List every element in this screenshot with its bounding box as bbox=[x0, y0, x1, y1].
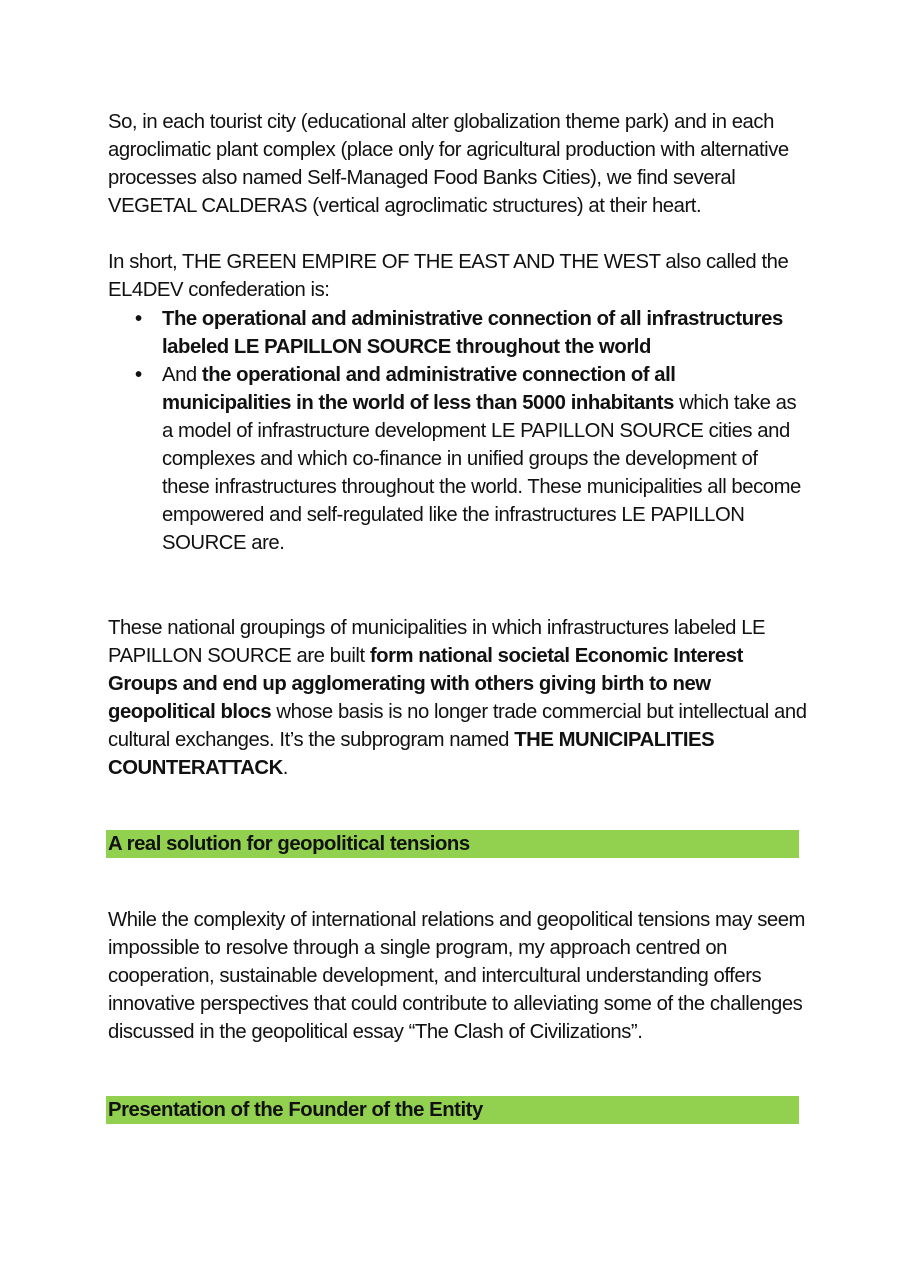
paragraph-tourist-city: So, in each tourist city (educational alter globalization theme park) and in each agroclimatic plant complex (place only for agricultural production with alternative processes also named Self-Managed Food Banks Cities), we find several VEGETAL CALDERAS (vertical agroclimatic structures) at their heart. bbox=[108, 111, 789, 217]
section-heading-geopolitical: A real solution for geopolitical tensions bbox=[106, 830, 799, 858]
section-heading-founder: Presentation of the Founder of the Entity bbox=[106, 1096, 799, 1124]
confederation-bullet-list bbox=[108, 305, 808, 557]
groupings-text-a: These national groupings of municipalities in which infrastructures labeled LE PAPILLON SOURCE are built bbox=[108, 617, 766, 667]
bullet-text-prefix: And bbox=[162, 364, 202, 386]
bullet-item-municipalities bbox=[108, 361, 808, 557]
groupings-subprogram-name: THE MUNICIPALITIES COUNTERATTACK bbox=[108, 729, 715, 779]
groupings-text-end: . bbox=[282, 757, 288, 779]
bullet-text-infrastructures: The operational and administrative connection of all infrastructures labeled LE PAPILLON SOURCE throughout the world bbox=[162, 308, 783, 358]
paragraph-green-empire: In short, THE GREEN EMPIRE OF THE EAST AND THE WEST also called the EL4DEV confederation is: bbox=[108, 251, 789, 301]
bullet-icon: • bbox=[135, 364, 142, 386]
groupings-text-bold: form national societal Economic Interest Groups and end up agglomerating with others giving birth to new geopolitical blocs bbox=[108, 645, 743, 723]
groupings-text-c: whose basis is no longer trade commercial but intellectual and cultural exchanges. It’s the subprogram named bbox=[108, 701, 807, 751]
bullet-text-bold: the operational and administrative connection of all municipalities in the world of less than 5000 inhabitants bbox=[162, 364, 676, 414]
bullet-item-infrastructures bbox=[108, 305, 808, 361]
bullet-icon: • bbox=[135, 308, 142, 330]
paragraph-complexity: While the complexity of international relations and geopolitical tensions may seem impossible to resolve through a single program, my approach centred on cooperation, sustainable development, and intercultural understanding offers innovative perspectives that could contribute to alleviating some of the challenges discussed in the geopolitical essay “The Clash of Civilizations”. bbox=[108, 909, 805, 1043]
paragraph-national-groupings bbox=[108, 614, 808, 782]
bullet-text-rest: which take as a model of infrastructure development LE PAPILLON SOURCE cities and complexes and which co-finance in unified groups the development of these infrastructures throughout the world. These municipalities all become empowered and self-regulated like the infrastructures LE PAPILLON SOURCE are. bbox=[162, 392, 801, 554]
